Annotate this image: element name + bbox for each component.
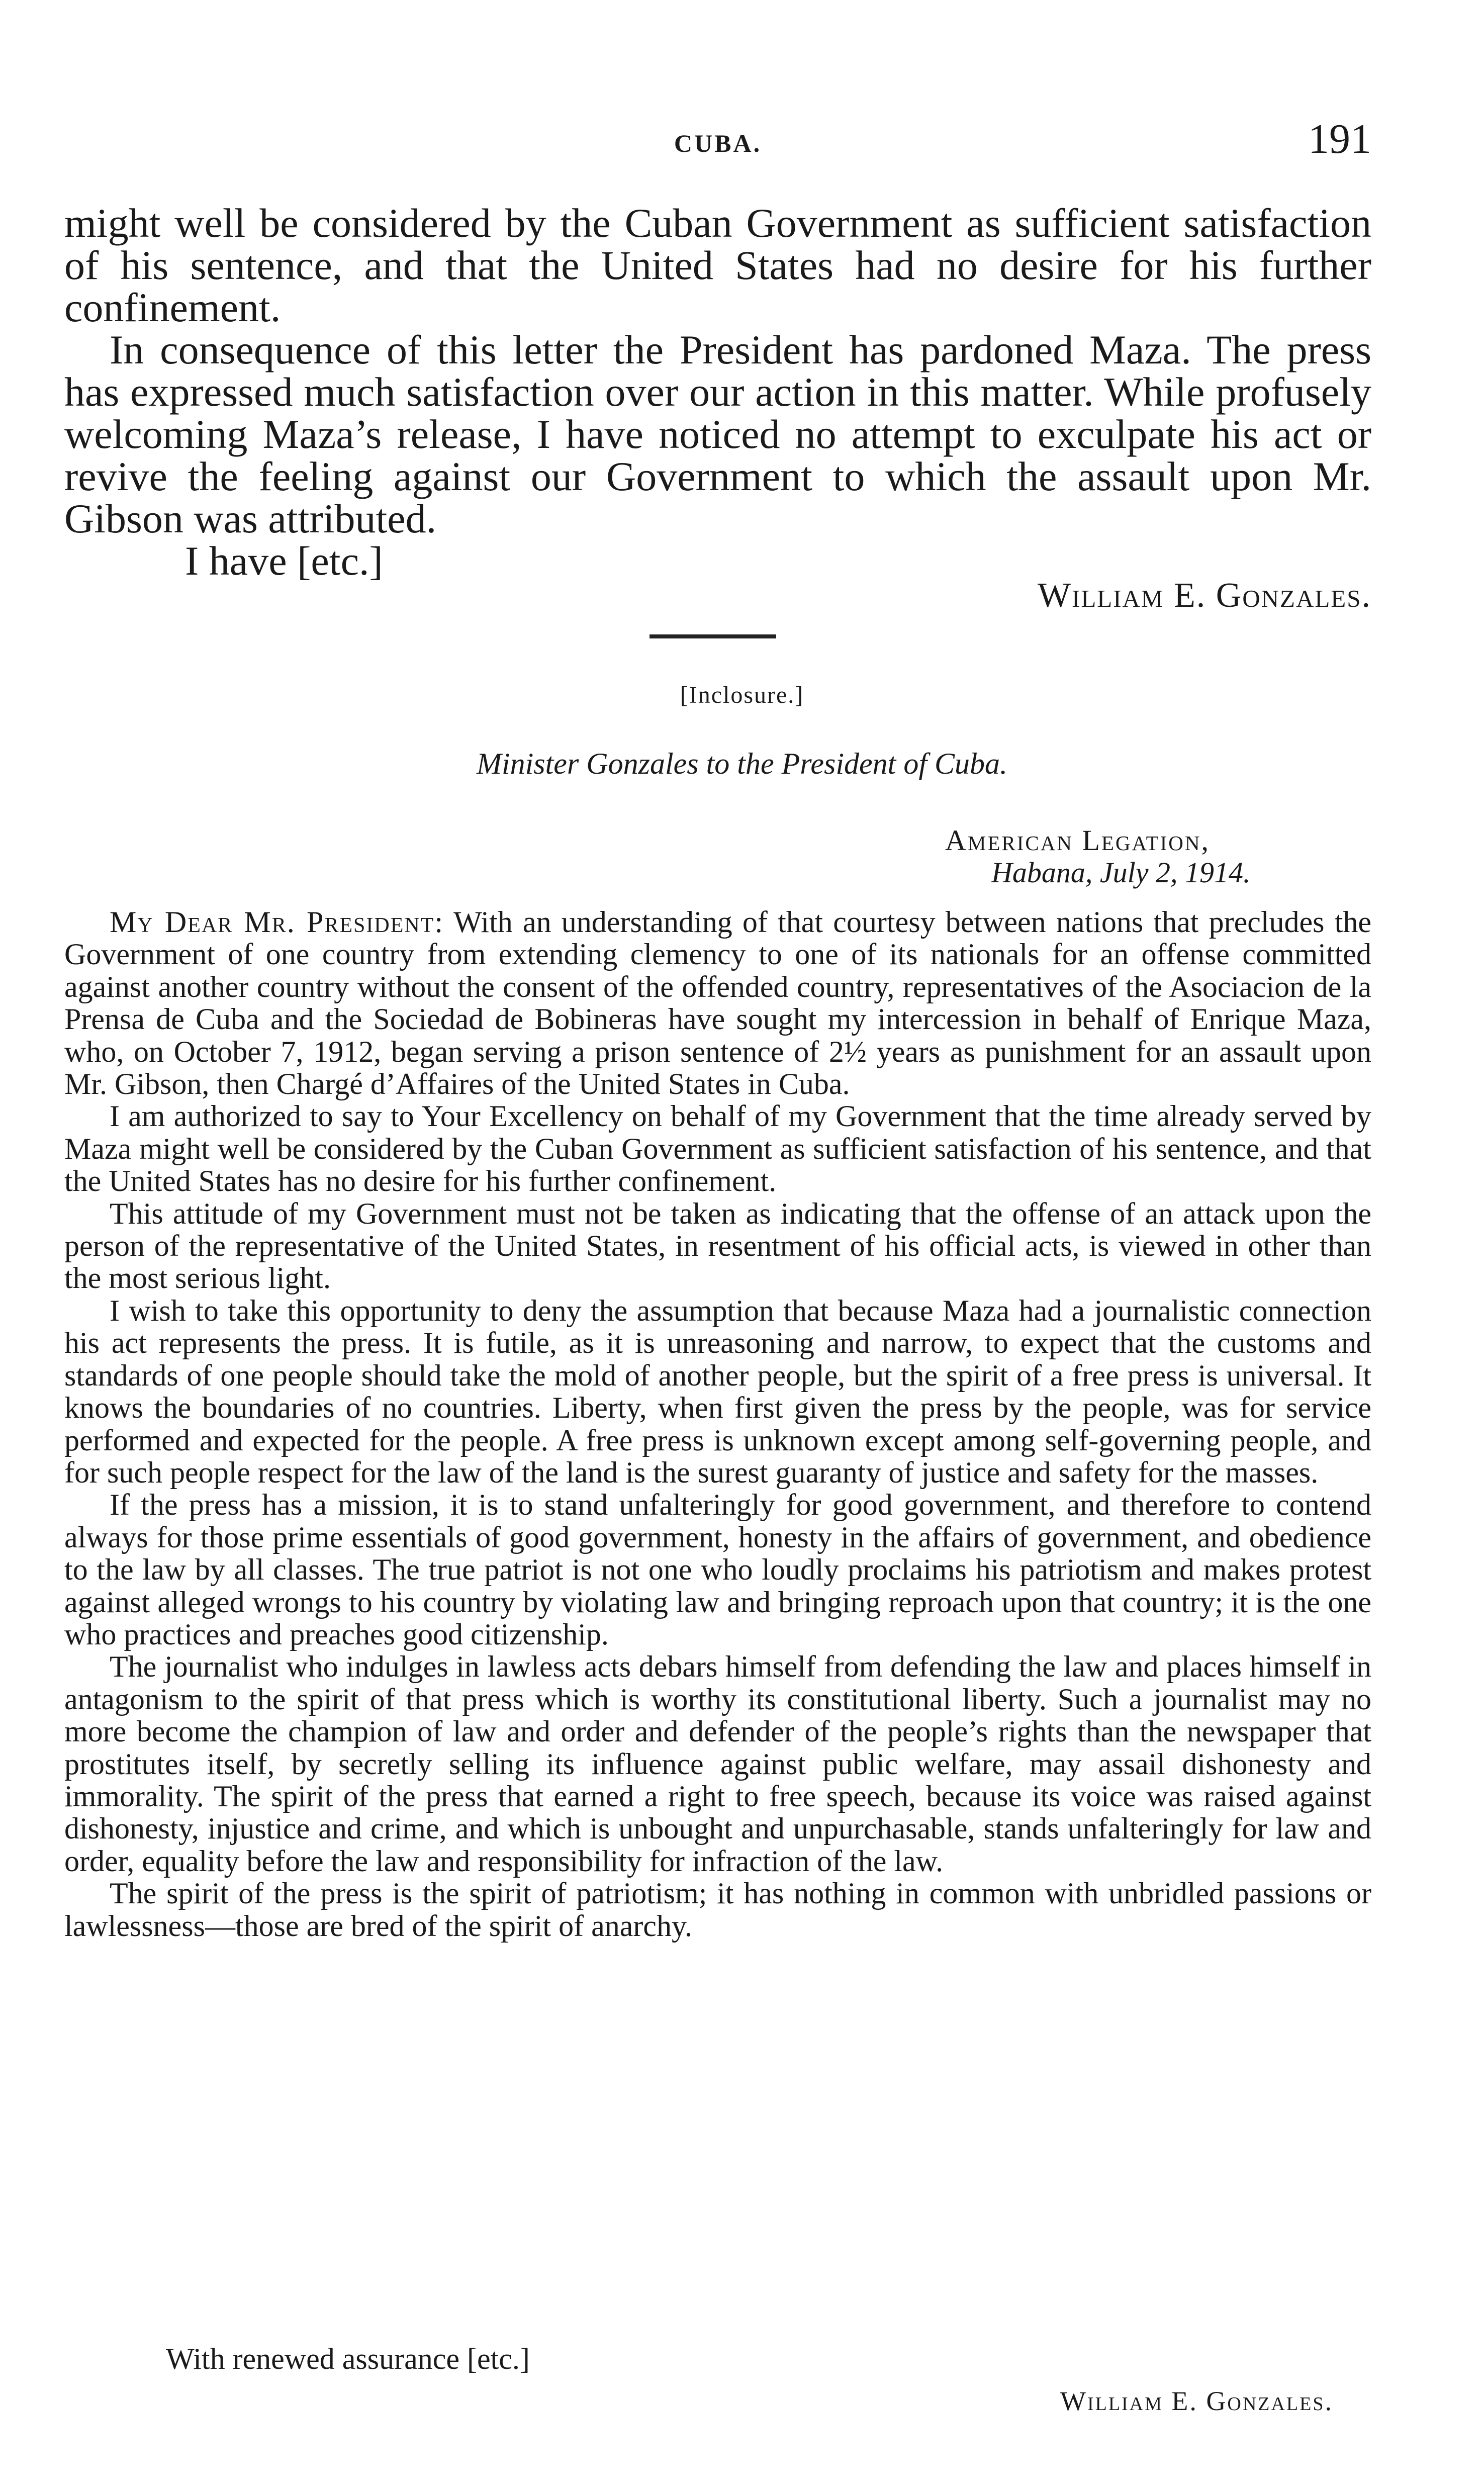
inclosure-label: [Inclosure.] (680, 682, 804, 708)
legation-name: American Legation, (945, 824, 1211, 857)
inclosure-paragraph-3: This attitude of my Government must not be taken as indicating that the offense of an attack upon the person of the representative of the United States, in resentment of his official acts, is viewed in other than the most serious light. (64, 1196, 1371, 1295)
page-number: 191 (1308, 116, 1371, 162)
section-divider (650, 634, 776, 638)
inclosure-paragraph-1 (64, 906, 1371, 1100)
letter-closing: I have [etc.] (185, 538, 383, 584)
inclosure-paragraph-5: If the press has a mission, it is to stand unfalteringly for good government, and therefore to contend always for those prime essentials of good government, honesty in the affairs of government, and obedience to the law by all classes. The true patriot is not one who loudly proclaims his patriotism and makes protest against alleged wrongs to his country by violating law and bringing reproach upon that country; it is the one who practices and preaches good citizenship. (64, 1488, 1371, 1651)
inclosure-title: Minister Gonzales to the President of Cuba. (476, 747, 1008, 780)
place-date: Habana, July 2, 1914. (991, 856, 1251, 889)
letter-signature: William E. Gonzales. (1037, 576, 1371, 615)
letter-body (64, 202, 1371, 582)
letter-paragraph-2: In consequence of this letter the President has pardoned Maza. The press has expressed much satisfaction over our action in this matter. While profusely welcoming Maza’s release, I have noticed no attempt to exculpate his act or revive the feeling against our Government to which the assault upon Mr. Gibson was attributed. (64, 327, 1371, 541)
page-header (64, 115, 1371, 170)
inclosure-closing: With renewed assurance [etc.] (166, 2342, 530, 2375)
inclosure-address (945, 824, 1251, 889)
inclosure-paragraph-4: I wish to take this opportunity to deny the assumption that because Maza had a journalistic connection his act represents the press. It is futile, as it is unreasoning and narrow, to expect that the customs and standards of one people should take the mold of another people, but the spirit of a free press is universal. It knows the boundaries of no countries. Liberty, when first given the press by the people, was for service performed and expected for the people. A free press is unknown except among self-governing people, and for such people respect for the law of the land is the surest guaranty of justice and safety for the masses. (64, 1294, 1371, 1489)
inclosure-paragraph-7: The spirit of the press is the spirit of patriotism; it has nothing in common with unbridled passions or lawlessness—those are bred of the spirit of anarchy. (64, 1877, 1371, 1943)
salutation: My Dear Mr. President: (110, 905, 444, 939)
letter-paragraph-1: might well be considered by the Cuban Government as sufficient satisfaction of his sentence, and that the United States had no desire for his further confinement. (64, 200, 1371, 330)
inclosure-signature: William E. Gonzales. (1060, 2386, 1333, 2416)
inclosure-paragraph-1-text: With an understanding of that courtesy between nations that precludes the Government of one country from extending clemency to one of its nationals for an offense committed against another country without the consent of the offended country, representatives of the Asociacion de la Prensa de Cuba and the Sociedad de Bobineras have sought my intercession in behalf of Enrique Maza, who, on October 7, 1912, began serving a prison sentence of 2½ years as punishment for an assault upon Mr. Gibson, then Chargé d’Affaires of the United States in Cuba. (64, 905, 1371, 1101)
inclosure-paragraph-2: I am authorized to say to Your Excellency on behalf of my Government that the time already served by Maza might well be considered by the Cuban Government as sufficient satisfaction of his sentence, and that the United States has no desire for his further confinement. (64, 1099, 1371, 1198)
inclosure-paragraph-6: The journalist who indulges in lawless acts debars himself from defending the law and places himself in antagonism to the spirit of that press which is worthy its constitutional liberty. Such a journalist may no more become the champion of law and order and defender of the people’s rights than the newspaper that prostitutes itself, by secretly selling its influence against public welfare, may assail dishonesty and immorality. The spirit of the press that earned a right to free speech, because its voice was raised against dishonesty, injustice and crime, and which is unbought and unpurchasable, stands unfalteringly for law and order, equality before the law and responsibility for infraction of the law. (64, 1650, 1371, 1878)
running-head: CUBA. (674, 129, 762, 157)
inclosure-body (64, 906, 1371, 1942)
